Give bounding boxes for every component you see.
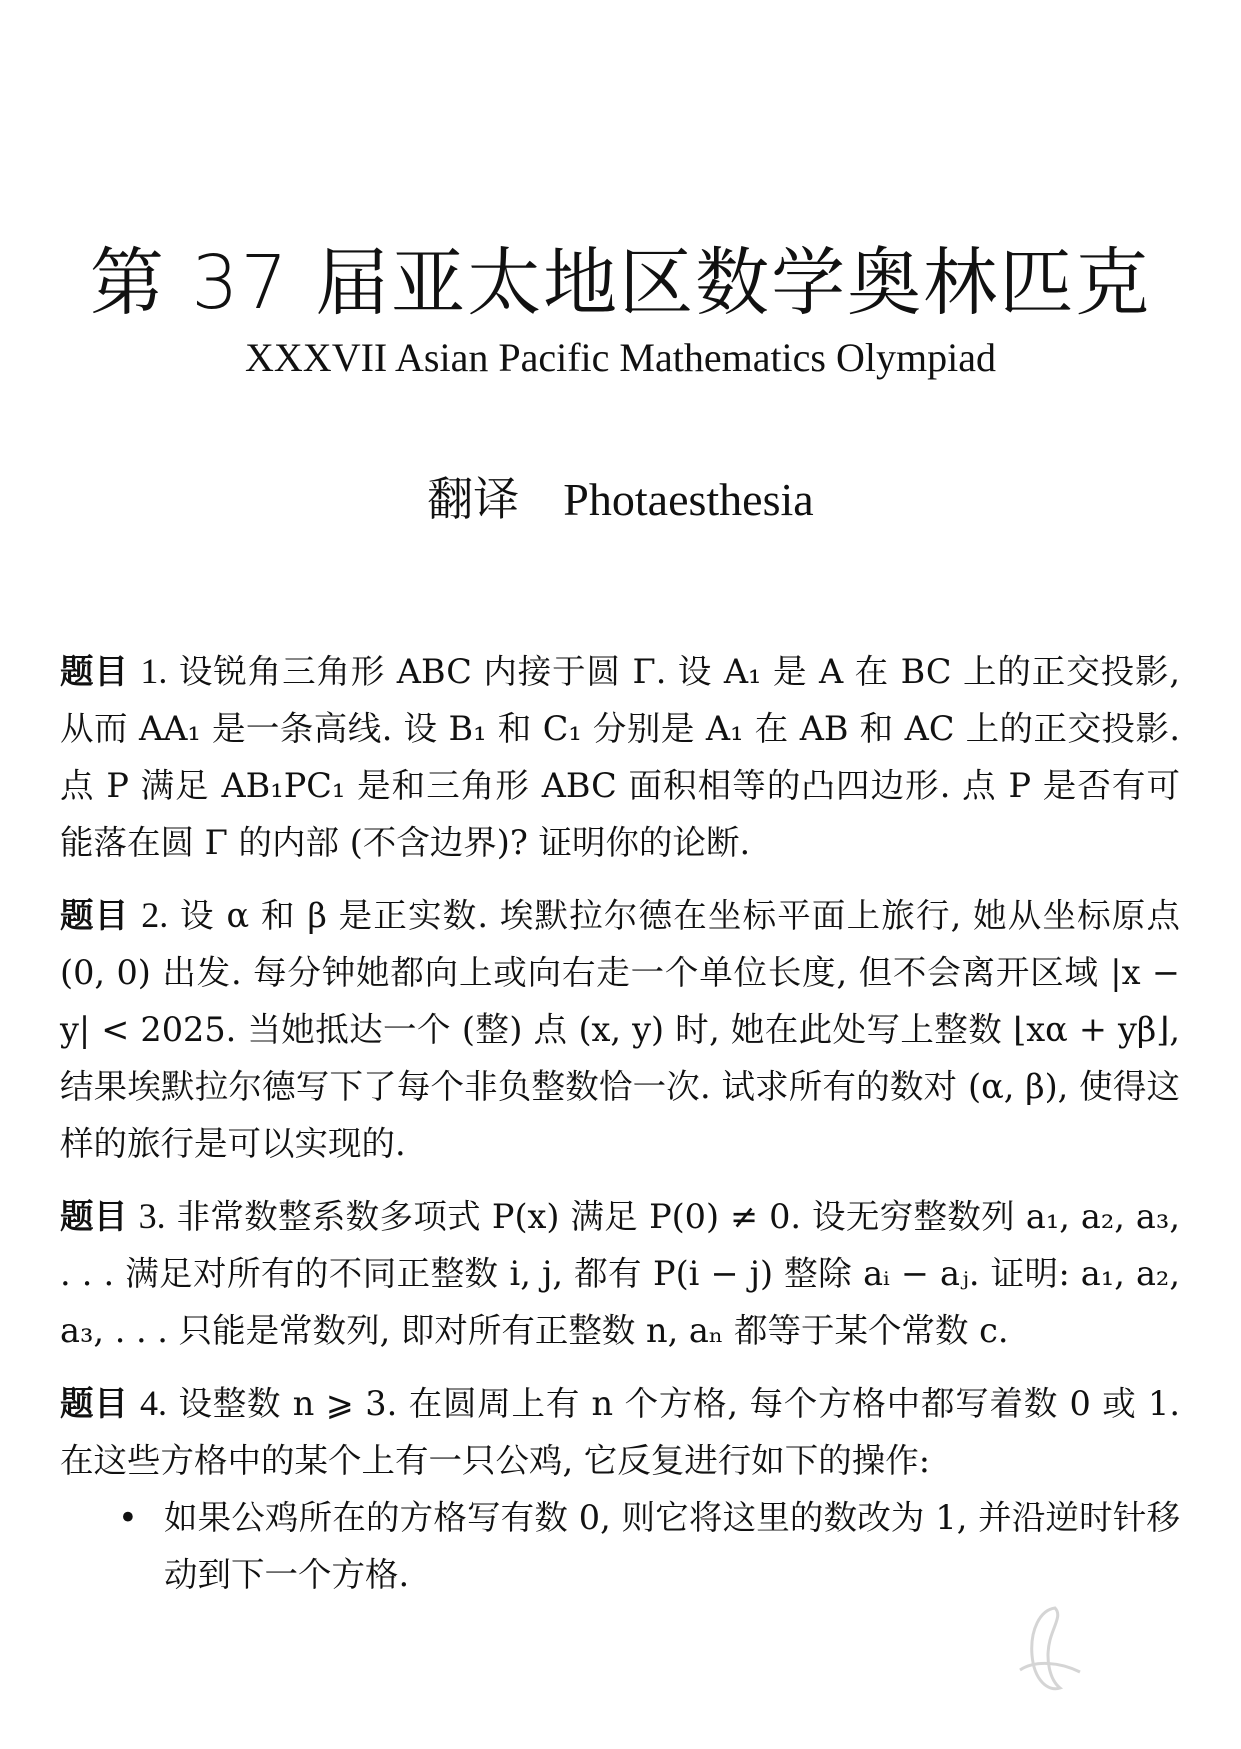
problem-2 <box>60 887 1180 1172</box>
problem-number: 4. <box>140 1383 168 1423</box>
page-subtitle: XXXVII Asian Pacific Mathematics Olympiad <box>245 335 996 380</box>
problem-label: 题目 <box>60 896 130 935</box>
operation-list <box>60 1489 1180 1603</box>
list-item <box>60 1489 1180 1603</box>
problem-label: 题目 <box>60 1197 128 1236</box>
problem-label: 题目 <box>60 652 129 691</box>
translator-name: Photaesthesia <box>563 474 814 525</box>
problem-1 <box>60 643 1180 871</box>
translator-line <box>0 472 1241 528</box>
problem-3 <box>60 1188 1180 1359</box>
problem-4 <box>60 1375 1180 1603</box>
problem-number: 2. <box>141 895 169 935</box>
problem-number: 1. <box>140 651 168 691</box>
problem-body: 设 α 和 β 是正实数. 埃默拉尔德在坐标平面上旅行, 她从坐标原点 (0, 0) 出发. 每分钟她都向上或向右走一个单位长度, 但不会离开区域 |x − y| < 2025. 当她抵达一个 (整) 点 (x, y) 时, 她在此处写上整数 ⌊xα + yβ⌋, 结果埃默拉尔德写下了每个非负整数恰一次. 试求所有的数对 (α, β), 使得这样的旅行是可以实现的. <box>60 896 1180 1163</box>
problem-label: 题目 <box>60 1384 129 1423</box>
page-title: 第 37 届亚太地区数学奥林匹克 <box>89 240 1152 326</box>
problem-number: 3. <box>138 1196 166 1236</box>
problem-list <box>60 643 1180 1619</box>
problem-body: 设锐角三角形 ABC 内接于圆 Γ. 设 A₁ 是 A 在 BC 上的正交投影, 从而 AA₁ 是一条高线. 设 B₁ 和 C₁ 分别是 A₁ 在 AB 和 AC 上的正交投影. 点 P 满足 AB₁PC₁ 是和三角形 ABC 面积相等的凸四边形. 点 P 是否有可能落在圆 Γ 的内部 (不含边界)? 证明你的论断. <box>60 652 1181 862</box>
problem-body: 设整数 n ⩾ 3. 在圆周上有 n 个方格, 每个方格中都写着数 0 或 1. 在这些方格中的某个上有一只公鸡, 它反复进行如下的操作: <box>60 1384 1180 1480</box>
problem-body: 非常数整系数多项式 P(x) 满足 P(0) ≠ 0. 设无穷整数列 a₁, a₂, a₃, . . . 满足对所有的不同正整数 i, j, 都有 P(i − j) 整除 aᵢ − aⱼ. 证明: a₁, a₂, a₃, . . . 只能是常数列, 即对所有正整数 n, aₙ 都等于某个常数 c. <box>60 1197 1180 1350</box>
list-item-text: 如果公鸡所在的方格写有数 0, 则它将这里的数改为 1, 并沿逆时针移动到下一个方格. <box>164 1498 1180 1594</box>
translator-label: 翻译 <box>427 474 520 525</box>
bullet-icon: • <box>118 1498 138 1537</box>
